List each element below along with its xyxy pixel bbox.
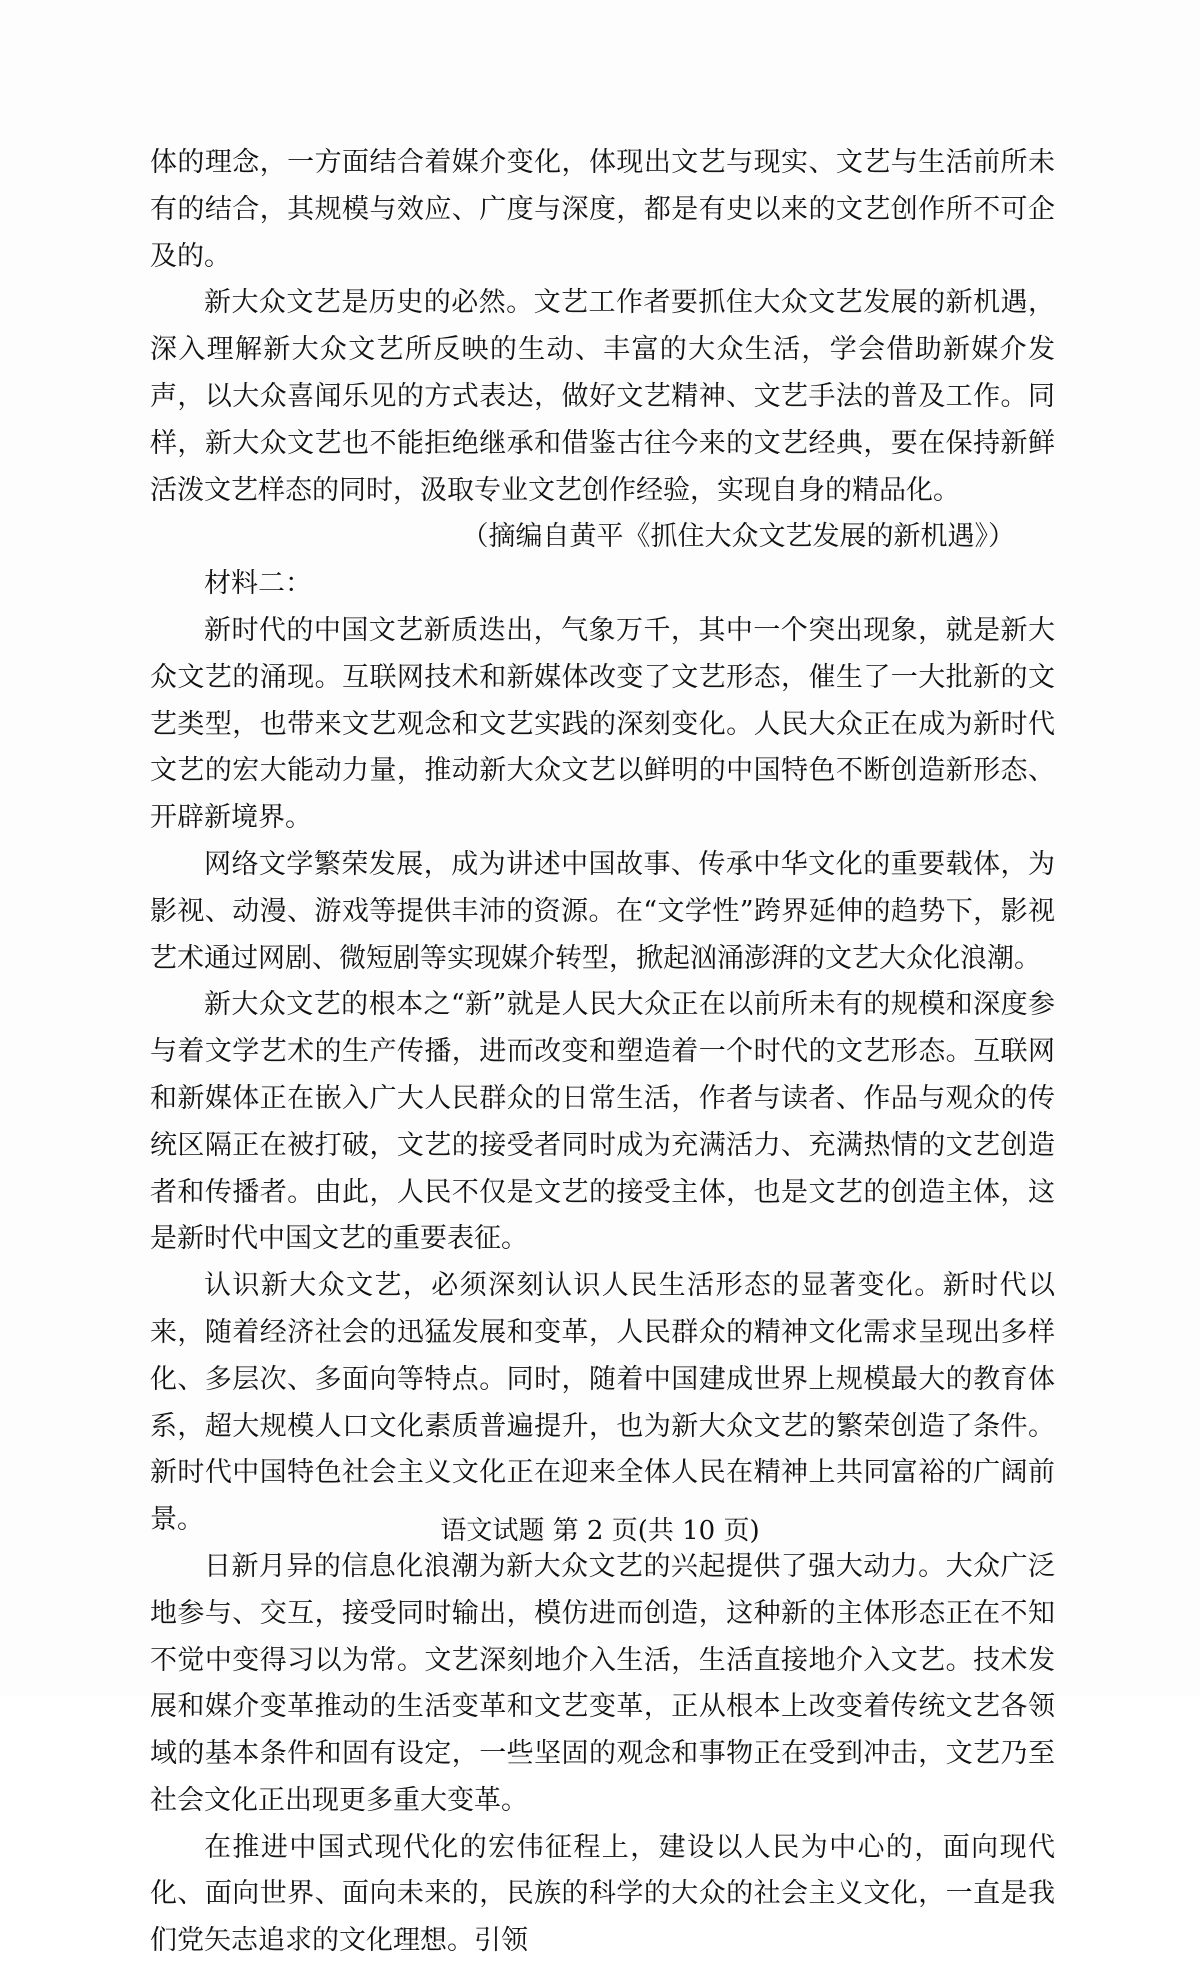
paragraph-continuation: 体的理念，一方面结合着媒介变化，体现出文艺与现实、文艺与生活前所未有的结合，其规模与效应、广度与深度，都是有史以来的文艺创作所不可企及的。	[150, 147, 1055, 272]
paragraph: 网络文学繁荣发展，成为讲述中国故事、传承中华文化的重要载体，为影视、动漫、游戏等提供丰沛的资源。在“文学性”跨界延伸的趋势下，影视艺术通过网剧、微短剧等实现媒介转型，掀起汹涌澎湃的文艺大众化浪潮。	[150, 848, 1055, 974]
paragraph: 新时代的中国文艺新质迭出，气象万千，其中一个突出现象，就是新大众文艺的涌现。互联网技术和新媒体改变了文艺形态，催生了一大批新的文艺类型，也带来文艺观念和文艺实践的深刻变化。人民大众正在成为新时代文艺的宏大能动力量，推动新大众文艺以鲜明的中国特色不断创造新形态、开辟新境界。	[150, 614, 1055, 834]
paragraph: 日新月异的信息化浪潮为新大众文艺的兴起提供了强大动力。大众广泛地参与、交互，接受同时输出，模仿进而创造，这种新的主体形态正在不知不觉中变得习以为常。文艺深刻地介入生活，生活直接地介入文艺。技术发展和媒介变革推动的生活变革和文艺变革，正从根本上改变着传统文艺各领域的基本条件和固有设定，一些坚固的观念和事物正在受到冲击，文艺乃至社会文化正出现更多重大变革。	[150, 1550, 1055, 1816]
section-heading-material-two: 材料二：	[204, 568, 312, 600]
paragraph: 新大众文艺的根本之“新”就是人民大众正在以前所未有的规模和深度参与着文学艺术的生产传播，进而改变和塑造着一个时代的文艺形态。互联网和新媒体正在嵌入广大人民群众的日常生活，作者与读者、作品与观众的传统区隔正在被打破，文艺的接受者同时成为充满活力、充满热情的文艺创造者和传播者。由此，人民不仅是文艺的接受主体，也是文艺的创造主体，这是新时代中国文艺的重要表征。	[150, 989, 1055, 1255]
source-citation: （摘编自黄平《抓住大众文艺发展的新机遇》）	[461, 521, 1015, 553]
article-body	[150, 140, 1055, 1965]
paragraph: 认识新大众文艺，必须深刻认识人民生活形态的显著变化。新时代以来，随着经济社会的迅猛发展和变革，人民群众的精神文化需求呈现出多样化、多层次、多面向等特点。同时，随着中国建成世界上规模最大的教育体系，超大规模人口文化素质普遍提升，也为新大众文艺的繁荣创造了条件。新时代中国特色社会主义文化正在迎来全体人民在精神上共同富裕的广阔前景。	[150, 1270, 1055, 1536]
page-footer: 语文试题 第 2 页(共 10 页)	[440, 1516, 760, 1546]
paragraph: 在推进中国式现代化的宏伟征程上，建设以人民为中心的，面向现代化、面向世界、面向未来的，民族的科学的大众的社会主义文化，一直是我们党矢志追求的文化理想。引领	[150, 1831, 1055, 1957]
paragraph: 新大众文艺是历史的必然。文艺工作者要抓住大众文艺发展的新机遇，深入理解新大众文艺所反映的生动、丰富的大众生活，学会借助新媒介发声，以大众喜闻乐见的方式表达，做好文艺精神、文艺手法的普及工作。同样，新大众文艺也不能拒绝继承和借鉴古往今来的文艺经典，要在保持新鲜活泼文艺样态的同时，汲取专业文艺创作经验，实现自身的精品化。	[150, 287, 1055, 506]
